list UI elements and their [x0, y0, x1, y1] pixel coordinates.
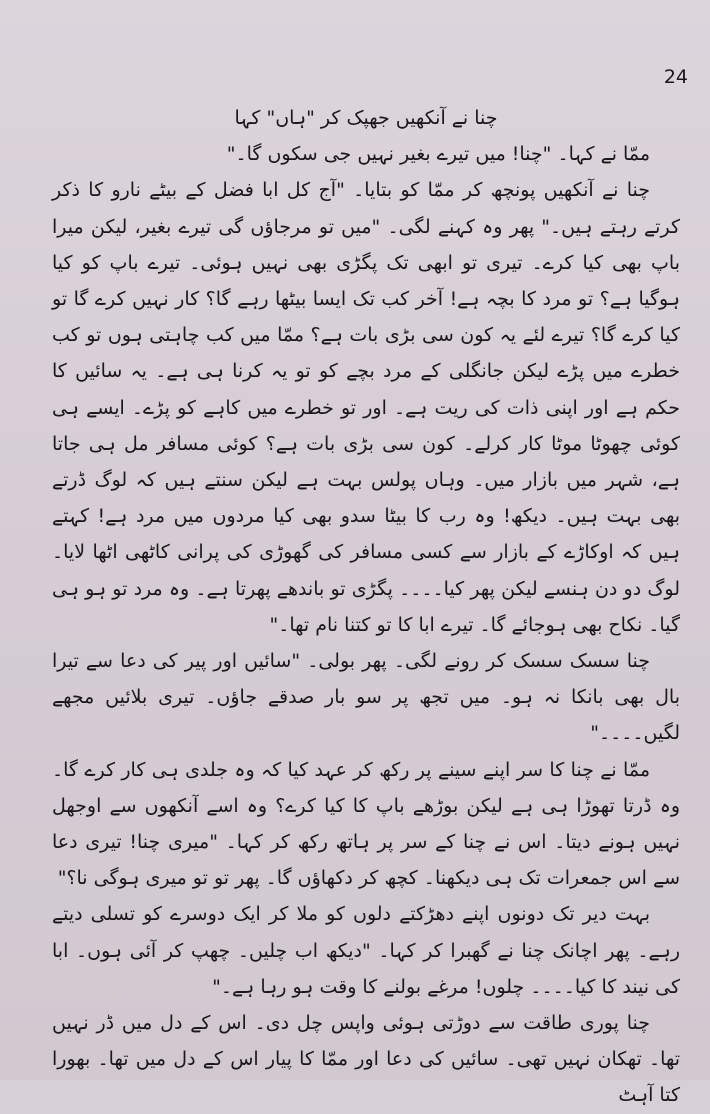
paragraph-5: ممّا نے چنا کا سر اپنے سینے پر رکھ کر عہد کیا کہ وہ جلدی ہی کار کرے گا۔ وہ ڈرتا تھوڑا ہی ہے لیکن بوڑھے باپ کا کیا کرے؟ وہ اسے آنکھوں سے اوجھل نہیں ہونے دیتا۔ اس نے چنا کے سر پر ہاتھ رکھ کر کہا۔ "میری چنا! تیری دعا سے اس جمعرات تک ہی دیکھنا۔ کچھ کر دکھاؤں گا۔ پھر تو تو میری ہوگی نا؟" [52, 758, 680, 890]
paragraph-3: چنا نے آنکھیں پونچھ کر ممّا کو بتایا۔ "آج کل ابا فضل کے بیٹے نارو کا ذکر کرتے رہتے ہیں۔" پھر وہ کہنے لگی۔ "میں تو مرجاؤں گی تیرے بغیر، لیکن میرا باپ بھی کیا کرے۔ تیری تو ابھی تک پگڑی بھی نہیں ہوئی۔ تیرے باپ کو کیا ہوگیا ہے؟ تو مرد کا بچہ ہے! آخر کب تک ایسا بیٹھا رہے گا؟ کار نہیں کرے گا تو کیا کرے گا؟ تیرے لئے یہ کون سی بڑی بات ہے؟ ممّا میں کب چاہتی ہوں تو کب خطرے میں پڑے لیکن جانگلی کے مرد بچے کو تو یہ کرنا ہی ہے۔ یہ سائیں کا حکم ہے اور اپنی ذات کی ریت ہے۔ اور تو خطرے میں کاہے کو پڑے۔ ایسے ہی کوئی چھوٹا موٹا کار کرلے۔ کون سی بڑی بات ہے؟ کوئی مسافر مل ہی جاتا ہے، شہر میں بازار میں۔ وہاں پولس بہت ہے لیکن سنتے ہیں کہ لوگ ڈرتے بھی بہت ہیں۔ دیکھ! وہ رب کا بیٹا سدو بھی کیا مردوں میں مرد ہے! کہتے ہیں کہ اوکاڑے کے بازار سے کسی مسافر کی گھوڑی کی پرانی کاٹھی اٹھا لایا۔ لوگ دو دن ہنسے لیکن پھر کیا۔۔۔۔ پگڑی تو باندھے پھرتا ہے۔ وہ مرد تو ہو ہی گیا۔ نکاح بھی ہوجائے گا۔ تیرے ابا کا تو کتنا نام تھا۔" [52, 179, 680, 636]
paragraph-2: ممّا نے کہا۔ "چنا! میں تیرے بغیر نہیں جی سکوں گا۔" [226, 143, 650, 166]
page-number: 24 [663, 66, 688, 88]
paragraph-1: چنا نے آنکھیں جھپک کر "ہاں" کہا [234, 107, 498, 129]
paragraph-4: چنا سسک سسک کر رونے لگی۔ پھر بولی۔ "سائیں اور پیر کی دعا سے تیرا بال بھی بانکا نہ ہو۔ میں تجھ پر سو بار صدقے جاؤں۔ تیری بلائیں مجھے لگیں۔۔۔۔" [52, 650, 680, 745]
page-body-text [52, 100, 680, 1114]
paragraph-7: چنا پوری طاقت سے دوڑتی ہوئی واپس چل دی۔ اس کے دل میں ڈر نہیں تھا۔ تھکان نہیں تھی۔ سائیں کی دعا اور ممّا کا پیار اس کے دل میں تھا۔ بھورا کتا آہٹ [52, 1012, 680, 1107]
paragraph-6: بہت دیر تک دونوں اپنے دھڑکتے دلوں کو ملا کر ایک دوسرے کو تسلی دیتے رہے۔ پھر اچانک چنا نے گھبرا کر کہا۔ "دیکھ اب چلیں۔ چھپ کر آئی ہوں۔ ابا کی نیند کا کیا۔۔۔۔ چلوں! مرغے بولنے کا وقت ہو رہا ہے۔" [52, 903, 680, 998]
